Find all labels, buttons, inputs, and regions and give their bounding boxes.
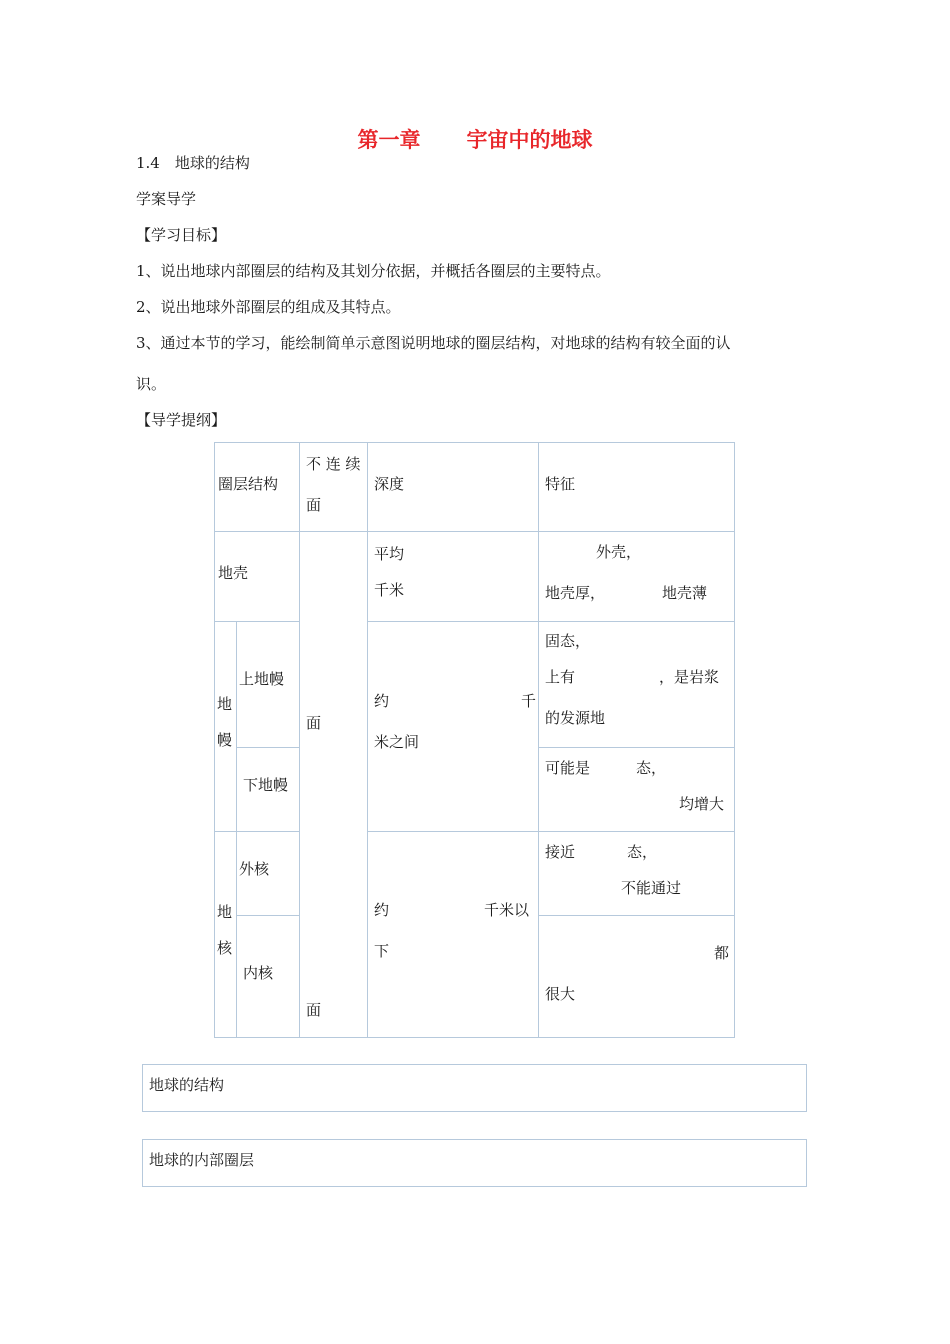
topic-box-label: 地球的结构: [149, 1076, 225, 1094]
discontinuity-column: [299, 531, 368, 1038]
guide-label: 学案导学: [136, 190, 197, 208]
outline-heading: 【导学提纲】: [136, 411, 227, 429]
discontinuity-mid: 面: [306, 714, 322, 732]
objective-item: 1、说出地球内部圈层的结构及其划分依据，并概括各圈层的主要特点。: [136, 262, 611, 280]
topic-box-structure: [142, 1064, 807, 1112]
core-label-2: 核: [217, 939, 233, 957]
crust-depth-1: 平均: [374, 545, 405, 563]
discontinuity-bottom: 面: [306, 1001, 322, 1019]
crust-feature-1: 外壳，: [596, 543, 642, 561]
inner-core-label: 内核: [243, 964, 274, 982]
header-cell-feature: [538, 442, 735, 532]
mantle-depth-cell: [367, 621, 539, 832]
inner-core-feature-1: 都: [714, 944, 730, 962]
header-cell-depth: [367, 442, 539, 532]
upper-mantle-feature-3: 的发源地: [545, 709, 606, 727]
upper-mantle-feature-cell: [538, 621, 735, 748]
topic-box-interior: [142, 1139, 807, 1187]
crust-feature-cell: [538, 531, 735, 622]
mantle-depth-1b: 千: [521, 692, 537, 710]
outer-core-cell: [236, 831, 300, 916]
core-label-1: 地: [217, 903, 233, 921]
inner-core-cell: [236, 915, 300, 1038]
mantle-label-1: 地: [217, 695, 233, 713]
header-discontinuity: 不 连 续: [306, 455, 361, 473]
core-depth-1b: 千米以: [484, 901, 530, 919]
mantle-depth-1a: 约: [374, 692, 390, 710]
upper-mantle-feature-1: 固态，: [545, 632, 591, 650]
lower-mantle-feature-cell: [538, 747, 735, 832]
topic-box-label: 地球的内部圈层: [149, 1151, 255, 1169]
mantle-label-cell: [214, 621, 237, 832]
inner-core-feature-2: 很大: [545, 985, 576, 1003]
upper-mantle-cell: [236, 621, 300, 748]
outer-core-feature-cell: [538, 831, 735, 916]
earth-structure-table: [214, 442, 735, 1038]
crust-feature-2b: 地壳薄: [662, 584, 708, 602]
core-depth-cell: [367, 831, 539, 1038]
upper-mantle-feature-2a: 上有: [545, 668, 576, 686]
outer-core-feature-2: 不能通过: [621, 879, 682, 897]
core-label-cell: [214, 831, 237, 1038]
objective-item: 2、说出地球外部圈层的组成及其特点。: [136, 298, 401, 316]
crust-label-cell: [214, 531, 300, 622]
lower-mantle-feature-1a: 可能是: [545, 759, 591, 777]
chapter-name: 宇宙中的地球: [466, 128, 593, 152]
lower-mantle-label: 下地幔: [243, 776, 289, 794]
chapter-number: 第一章: [357, 128, 421, 152]
mantle-depth-2: 米之间: [374, 733, 420, 751]
objective-item-cont: 识。: [136, 375, 167, 393]
section-heading: 1.4 地球的结构: [136, 154, 250, 172]
mantle-label-2: 幔: [217, 731, 233, 749]
header-cell-structure: [214, 442, 300, 532]
outer-core-feature-1a: 接近: [545, 843, 576, 861]
crust-feature-2a: 地壳厚，: [545, 584, 606, 602]
inner-core-feature-cell: [538, 915, 735, 1038]
outer-core-feature-1b: 态，: [627, 843, 658, 861]
objectives-heading: 【学习目标】: [136, 226, 227, 244]
chapter-title: [0, 124, 950, 154]
crust-label: 地壳: [218, 564, 249, 582]
core-depth-2: 下: [374, 942, 390, 960]
upper-mantle-label: 上地幔: [239, 670, 285, 688]
outer-core-label: 外核: [239, 860, 270, 878]
header-structure: 圈层结构: [218, 475, 279, 493]
objective-item: 3、通过本节的学习，能绘制简单示意图说明地球的圈层结构，对地球的结构有较全面的认: [136, 334, 731, 352]
lower-mantle-feature-1b: 态，: [636, 759, 667, 777]
header-feature: 特征: [545, 475, 576, 493]
header-discontinuity-2: 面: [306, 496, 322, 514]
lower-mantle-feature-2: 均增大: [679, 795, 725, 813]
core-depth-1a: 约: [374, 901, 390, 919]
upper-mantle-feature-2b: ，是岩浆: [659, 668, 720, 686]
crust-depth-2: 千米: [374, 581, 405, 599]
lower-mantle-cell: [236, 747, 300, 832]
header-depth: 深度: [374, 475, 405, 493]
header-cell-discontinuity: [299, 442, 368, 532]
crust-depth-cell: [367, 531, 539, 622]
